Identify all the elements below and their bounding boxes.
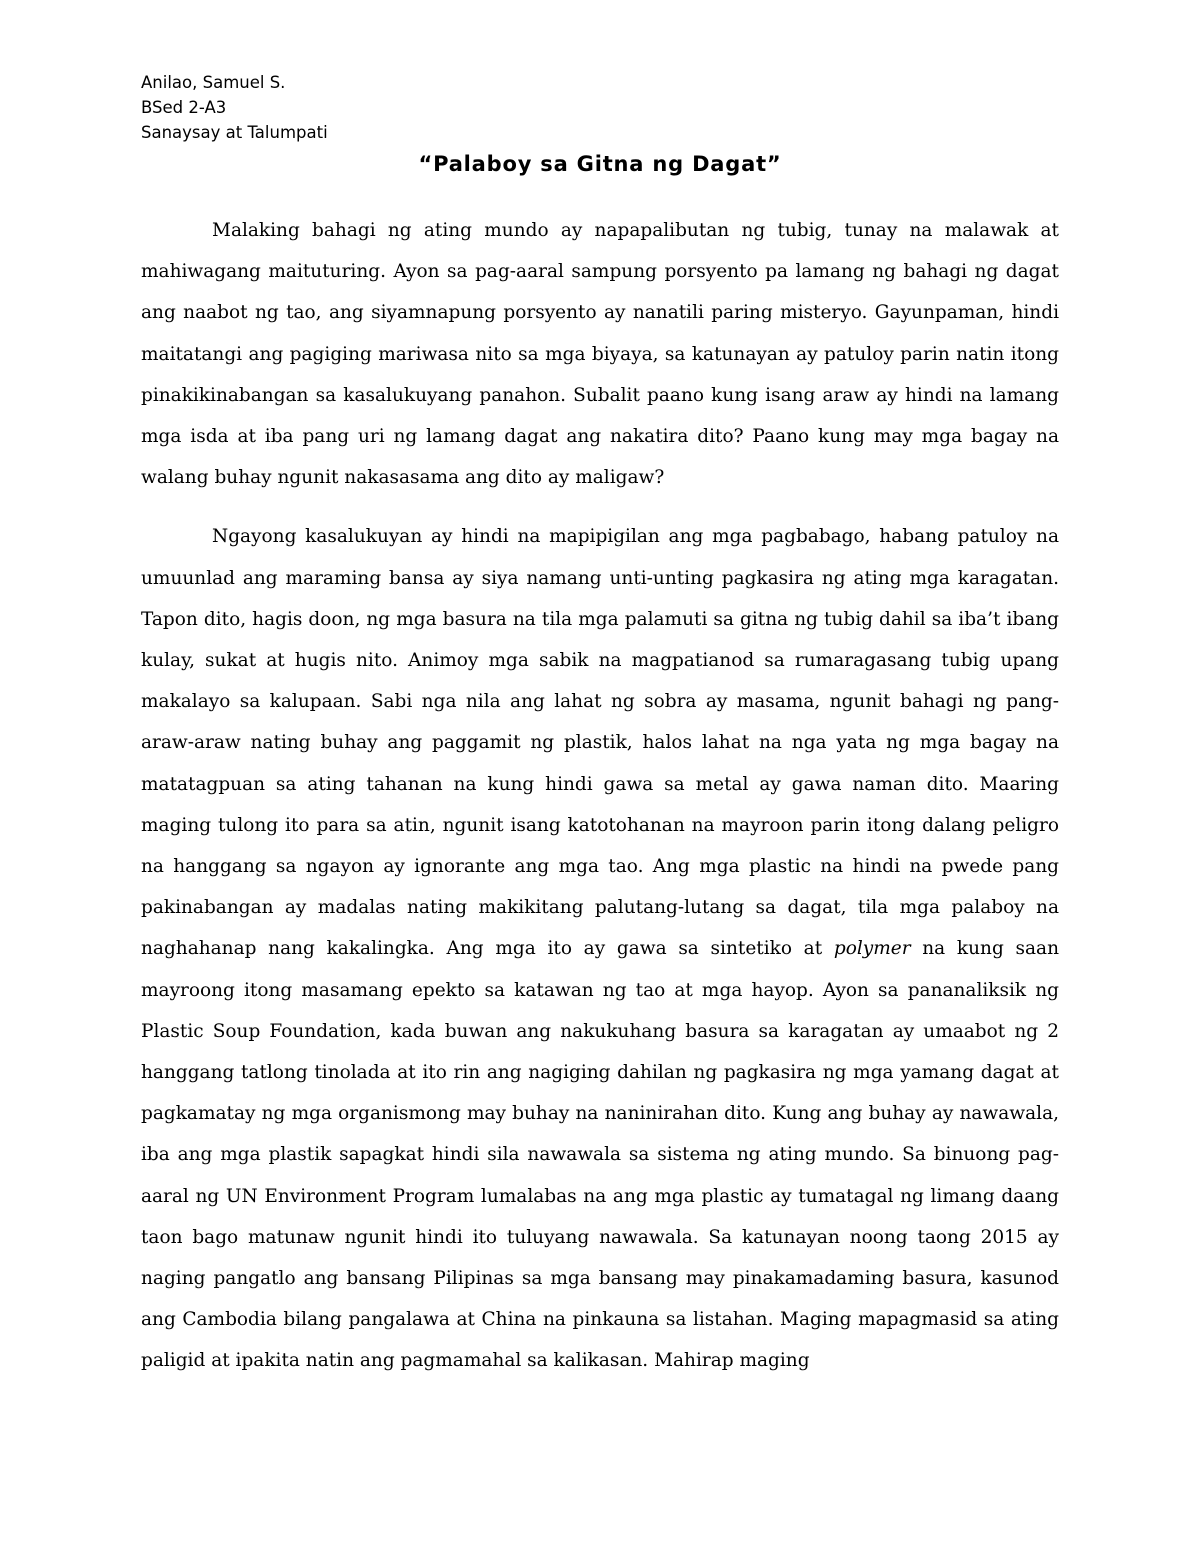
author-name: Anilao, Samuel S. bbox=[141, 73, 286, 92]
essay-title: “Palaboy sa Gitna ng Dagat” bbox=[418, 152, 782, 176]
paragraph-1: Malaking bahagi ng ating mundo ay napapalibutan ng tubig, tunay na malawak at mahiwagang maituturing. Ayon sa pag-aaral sampung porsyento pa lamang ng bahagi ng dagat ang naabot ng tao, ang siyamnapung porsyento ay nanatili paring misteryo. Gayunpaman, hindi maitatangi ang pagiging mariwasa nito sa mga biyaya, sa katunayan ay patuloy parin natin itong pinakikinabangan sa kasalukuyang panahon. Subalit paano kung isang araw ay hindi na lamang mga isda at iba pang uri ng lamang dagat ang nakatira dito? Paano kung may mga bagay na walang buhay ngunit nakasasama ang dito ay maligaw? bbox=[141, 220, 1059, 489]
course-section: BSed 2-A3 bbox=[141, 98, 227, 117]
subject-name: Sanaysay at Talumpati bbox=[141, 123, 328, 142]
paragraph-2 bbox=[141, 516, 1059, 1381]
author-header bbox=[141, 70, 328, 145]
paragraph-2-text-b: na kung saan mayroong itong masamang epekto sa katawan ng tao at mga hayop. Ayon sa pananaliksik ng Plastic Soup Foundation, kada buwan ang nakukuhang basura sa karagatan ay umaabot ng 2 hanggang tatlong tinolada at ito rin ang nagiging dahilan ng pagkasira ng mga yamang dagat at pagkamatay ng mga organismong may buhay na naninirahan dito. Kung ang buhay ay nawawala, iba ang mga plastik sapagkat hindi sila nawawala sa sistema ng ating mundo. Sa binuong pag-aaral ng UN Environment Program lumalabas na ang mga plastic ay tumatagal ng limang daang taon bago matunaw ngunit hindi ito tuluyang nawawala. Sa katunayan noong taong 2015 ay naging pangatlo ang bansang Pilipinas sa mga bansang may pinakamadaming basura, kasunod ang Cambodia bilang pangalawa at China na pinkauna sa listahan. Maging mapagmasid sa ating paligid at ipakita natin ang pagmamahal sa kalikasan. Mahirap maging bbox=[141, 938, 1059, 1372]
essay-body bbox=[141, 210, 1059, 1400]
paragraph-2-italic-term: polymer bbox=[833, 938, 911, 960]
paragraph-2-text-a: Ngayong kasalukuyan ay hindi na mapipigilan ang mga pagbabago, habang patuloy na umuunlad ang maraming bansa ay siya namang unti-unting pagkasira ng ating mga karagatan. Tapon dito, hagis doon, ng mga basura na tila mga palamuti sa gitna ng tubig dahil sa iba’t ibang kulay, sukat at hugis nito. Animoy mga sabik na magpatianod sa rumaragasang tubig upang makalayo sa kalupaan. Sabi nga nila ang lahat ng sobra ay masama, ngunit bahagi ng pang-araw-araw nating buhay ang paggamit ng plastik, halos lahat na nga yata ng mga bagay na matatagpuan sa ating tahanan na kung hindi gawa sa metal ay gawa naman dito. Maaring maging tulong ito para sa atin, ngunit isang katotohanan na mayroon parin itong dalang peligro na hanggang sa ngayon ay ignorante ang mga tao. Ang mga plastic na hindi na pwede pang pakinabangan ay madalas nating makikitang palutang-lutang sa dagat, tila mga palaboy na naghahanap nang kakalingka. Ang mga ito ay gawa sa sintetiko at bbox=[141, 526, 1059, 960]
